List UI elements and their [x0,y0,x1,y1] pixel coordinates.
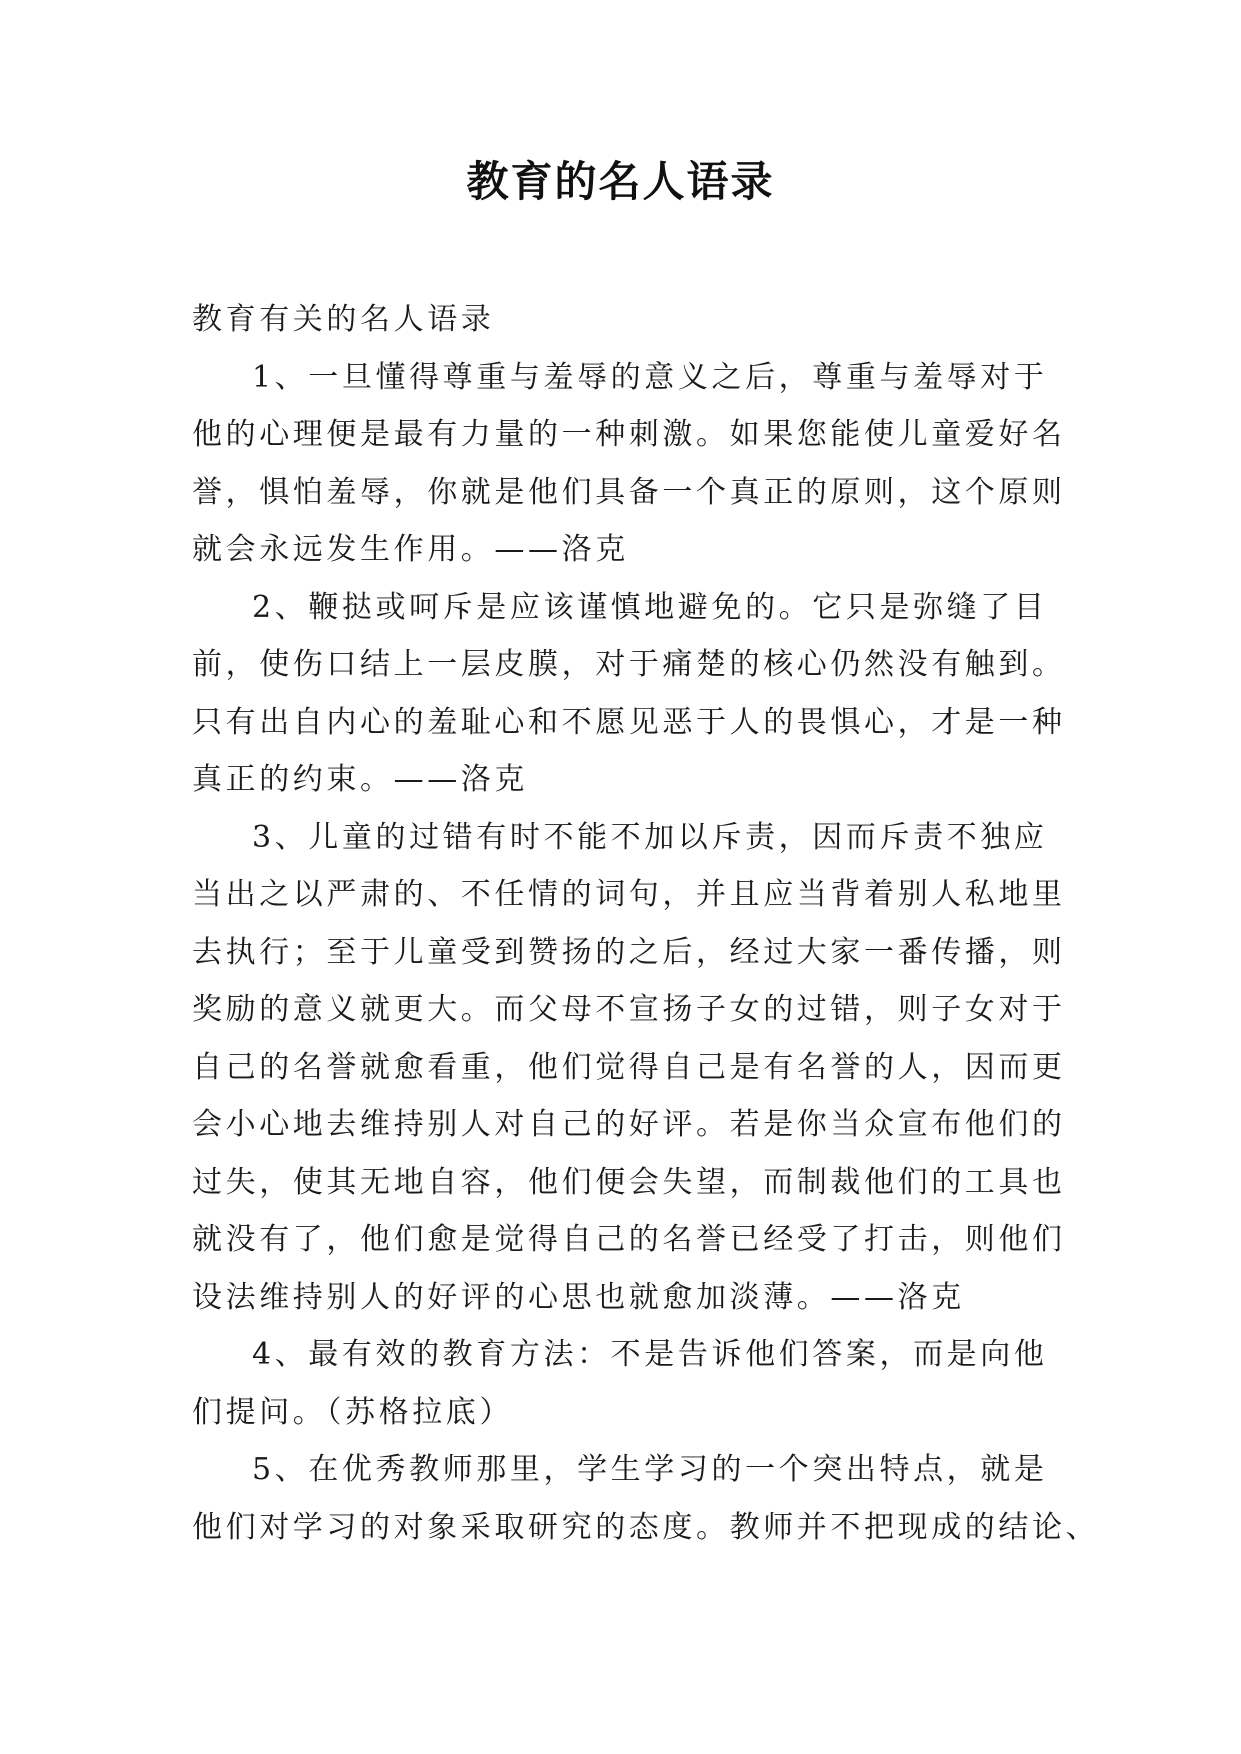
text-line: 2、鞭挞或呵斥是应该谨慎地避免的。它只是弥缝了目 [252,589,1048,625]
text-line: 去执行；至于儿童受到赞扬的之后，经过大家一番传播，则 [192,934,1066,970]
text-line: 会小心地去维持别人对自己的好评。若是你当众宣布他们的 [192,1107,1066,1142]
text-line: 就没有了，他们愈是觉得自己的名誉已经受了打击，则他们 [192,1222,1066,1257]
text-line: 他的心理便是最有力量的一种刺激。如果您能使儿童爱好名 [192,417,1066,452]
text-line: 当出之以严肃的、不任情的词句，并且应当背着别人私地里 [192,877,1066,912]
text-line: 1、一旦懂得尊重与羞辱的意义之后，尊重与羞辱对于 [252,359,1048,395]
text-line: 过失，使其无地自容，他们便会失望，而制裁他们的工具也 [192,1164,1066,1200]
text-line: 5、在优秀教师那里，学生学习的一个突出特点，就是 [252,1452,1048,1487]
text-line: 誉，惧怕羞辱，你就是他们具备一个真正的原则，这个原则 [192,474,1066,510]
text-line: 4、最有效的教育方法：不是告诉他们答案，而是向他 [252,1337,1048,1372]
text-line: 自己的名誉就愈看重，他们觉得自己是有名誉的人，因而更 [192,1049,1066,1085]
text-line: 设法维持别人的好评的心思也就愈加淡薄。——洛克 [192,1279,965,1315]
text-line: 只有出自内心的羞耻心和不愿见恶于人的畏惧心，才是一种 [192,704,1066,740]
text-line: 真正的约束。——洛克 [192,762,528,797]
text-line: 奖励的意义就更大。而父母不宣扬子女的过错，则子女对于 [192,992,1066,1027]
text-line: 3、儿童的过错有时不能不加以斥责，因而斥责不独应 [252,819,1048,855]
text-line: 他们对学习的对象采取研究的态度。教师并不把现成的结论、 [192,1509,1100,1545]
section-heading: 教育有关的名人语录 [192,302,495,337]
document-body [192,291,1100,1556]
text-line: 就会永远发生作用。——洛克 [192,532,629,567]
text-line: 前，使伤口结上一层皮膜，对于痛楚的核心仍然没有触到。 [192,647,1066,682]
document-title: 教育的名人语录 [466,157,775,206]
text-line: 们提问。（苏格拉底） [192,1394,513,1430]
